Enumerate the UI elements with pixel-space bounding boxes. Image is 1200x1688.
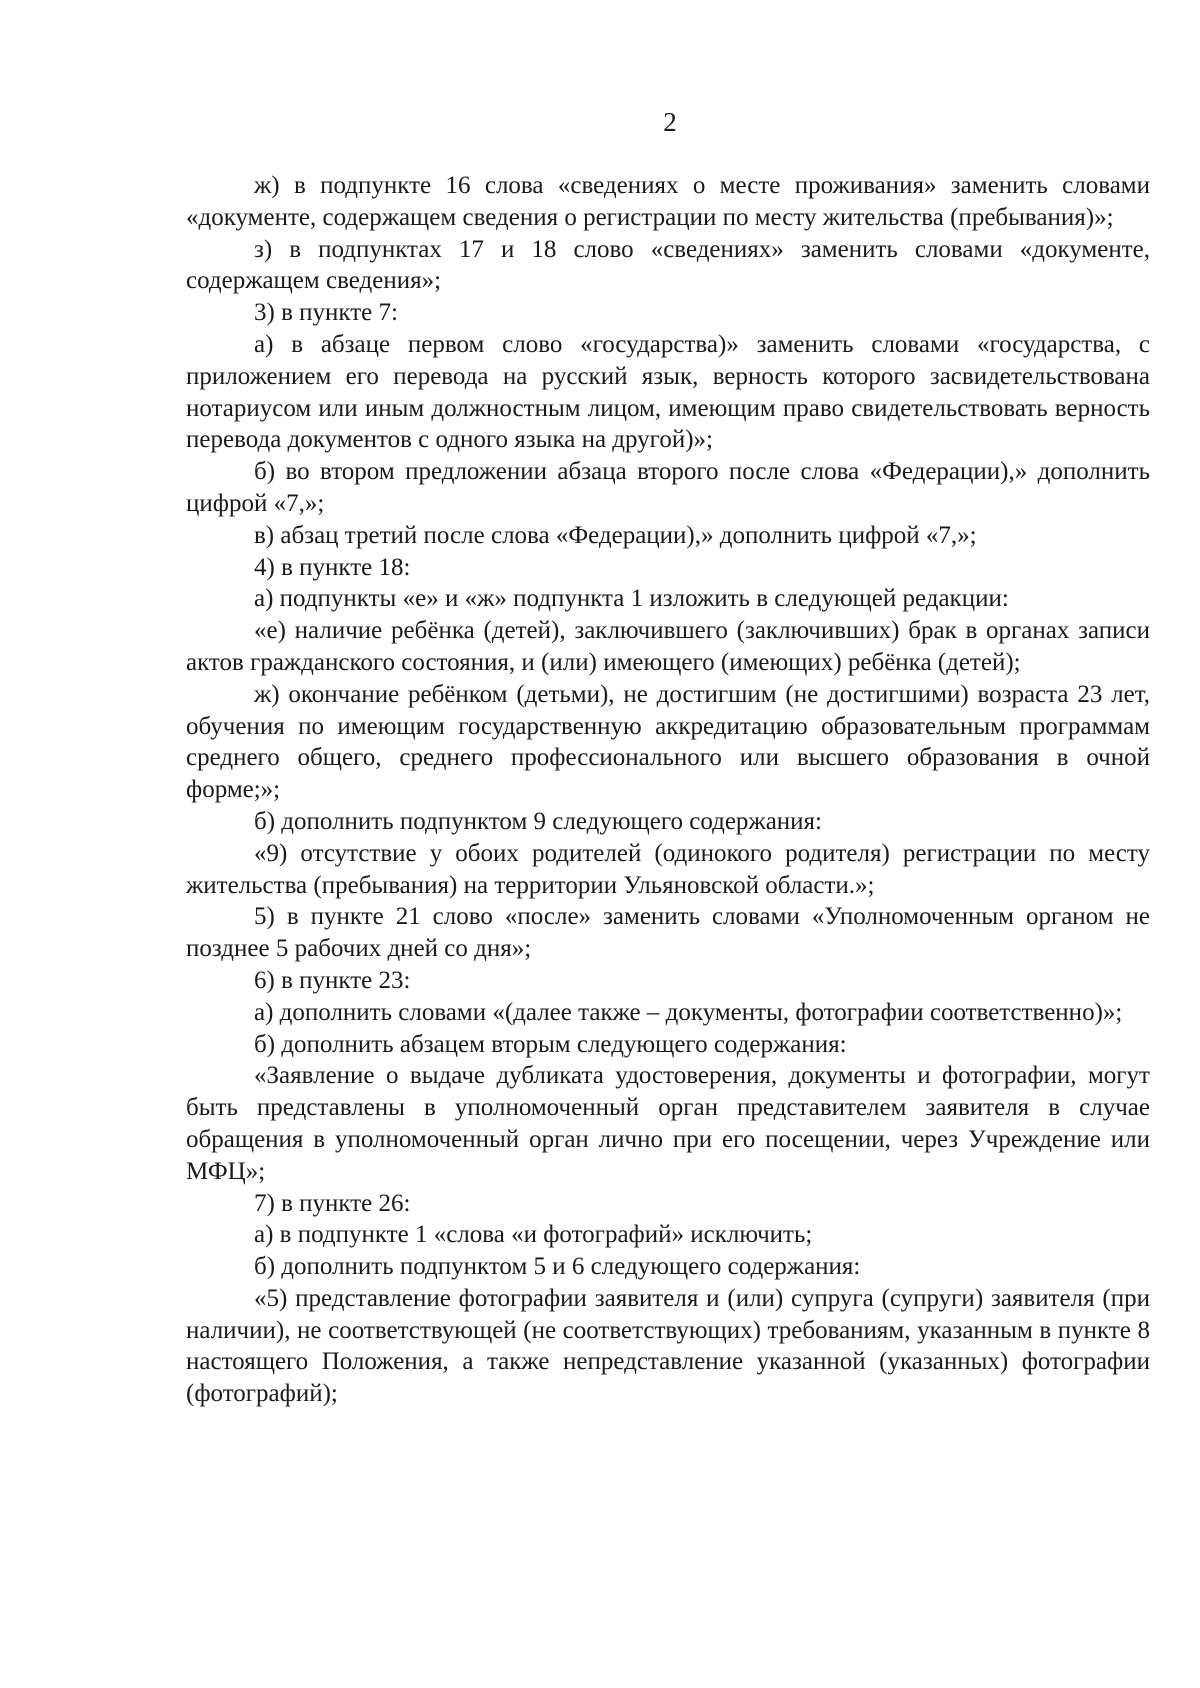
paragraph: б) во втором предложении абзаца второго после слова «Федерации),» дополнить цифрой «7,»;	[186, 458, 1150, 517]
paragraph: б) дополнить абзацем вторым следующего содержания:	[254, 1030, 847, 1058]
paragraph: ж) окончание ребёнком (детьми), не достигшим (не достигшими) возраста 23 лет, обучения по имеющим государственную аккредитацию образовательным программам среднего общего, среднего профессионального или высшего образования в очной форме;»;	[186, 680, 1150, 804]
paragraph: «9) отсутствие у обоих родителей (одинокого родителя) регистрации по месту жительства (пребывания) на территории Ульяновской области.»;	[186, 839, 1150, 899]
paragraph: б) дополнить подпунктом 5 и 6 следующего содержания:	[254, 1253, 861, 1281]
document-body	[186, 170, 1150, 1410]
paragraph: а) подпункты «е» и «ж» подпункта 1 изложить в следующей редакции:	[254, 585, 1009, 613]
paragraph: «Заявление о выдаче дубликата удостоверения, документы и фотографии, могут быть представлены в уполномоченный орган представителем заявителя в случае обращения в уполномоченный орган лично при его посещении, через Учреждение или МФЦ»;	[186, 1062, 1150, 1185]
paragraph: 7) в пункте 26:	[254, 1189, 411, 1217]
paragraph: а) в абзаце первом слово «государства)» заменить словами «государства, с приложением его перевода на русский язык, верность которого засвидетельствована нотариусом или иным должностным лицом, имеющим право свидетельствовать верность перевода документов с одного языка на другой)»;	[186, 330, 1150, 454]
paragraph: «е) наличие ребёнка (детей), заключившего (заключивших) брак в органах записи актов гражданского состояния, и (или) имеющего (имеющих) ребёнка (детей);	[186, 617, 1150, 676]
paragraph: 6) в пункте 23:	[254, 966, 411, 994]
paragraph: ж) в подпункте 16 слова «сведениях о месте проживания» заменить словами «документе, содержащем сведения о регистрации по месту жительства (пребывания)»;	[186, 172, 1150, 231]
page-number: 2	[663, 107, 677, 137]
paragraph: в) абзац третий после слова «Федерации),» дополнить цифрой «7,»;	[254, 521, 977, 549]
paragraph: 3) в пункте 7:	[254, 299, 398, 327]
paragraph: «5) представление фотографии заявителя и (или) супруга (супруги) заявителя (при наличии), не соответствующей (не соответствующих) требованиям, указанным в пункте 8 настоящего Положения, а также непредставление указанной (указанных) фотографии (фотографий);	[186, 1284, 1150, 1408]
paragraph: 4) в пункте 18:	[254, 553, 411, 581]
paragraph: б) дополнить подпунктом 9 следующего содержания:	[254, 807, 822, 835]
paragraph: а) дополнить словами «(далее также – документы, фотографии соответственно)»;	[254, 998, 1123, 1026]
paragraph: а) в подпункте 1 «слова «и фотографий» исключить;	[254, 1221, 813, 1249]
paragraph: 5) в пункте 21 слово «после» заменить словами «Уполномоченным органом не позднее 5 рабочих дней со дня»;	[186, 903, 1150, 963]
paragraph: з) в подпунктах 17 и 18 слово «сведениях» заменить словами «документе, содержащем сведения»;	[186, 235, 1150, 295]
